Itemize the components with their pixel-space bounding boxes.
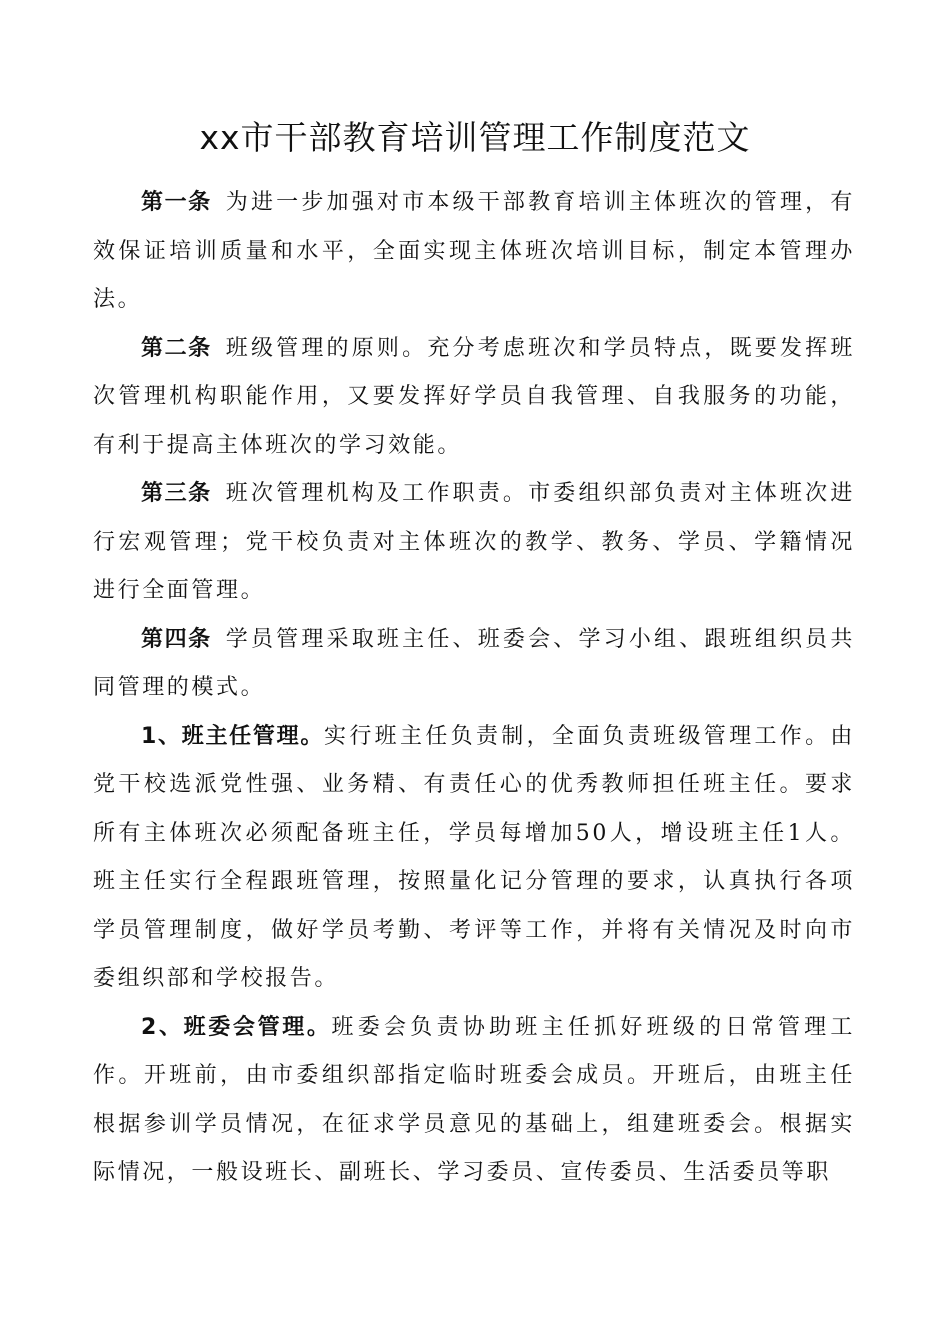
item-2-text: 班委会负责协助班主任抓好班级的日常管理工作。开班前，由市委组织部指定临时班委会成员。开班后，由班主任根据参训学员情况，在征求学员意见的基础上，组建班委会。根据实际情况，一般设班长、副班长、学习委员、宣传委员、生活委员等职: [93, 1014, 855, 1185]
item-1-text: 实行班主任负责制，全面负责班级管理工作。由党干校选派党性强、业务精、有责任心的优秀教师担任班主任。要求所有主体班次必须配备班主任，学员每增加50人，增设班主任1人。班主任实行全程跟班管理，按照量化记分管理的要求，认真执行各项学员管理制度，做好学员考勤、考评等工作，并将有关情况及时向市委组织部和学校报告。: [93, 723, 855, 991]
item-1-heading: 1、班主任管理。: [141, 723, 325, 749]
article-1-heading: 第一条: [141, 190, 212, 215]
article-2-heading: 第二条: [141, 335, 212, 361]
article-4-text: 学员管理采取班主任、班委会、学习小组、跟班组织员共同管理的模式。: [93, 626, 855, 700]
item-1-paragraph: [93, 713, 855, 1004]
article-3-text: 班次管理机构及工作职责。市委组织部负责对主体班次进行宏观管理；党干校负责对主体班次的教学、教务、学员、学籍情况进行全面管理。: [93, 481, 855, 603]
article-4-heading: 第四条: [141, 626, 212, 652]
article-1-text: 为进一步加强对市本级干部教育培训主体班次的管理，有效保证培训质量和水平，全面实现主体班次培训目标，制定本管理办法。: [93, 190, 855, 312]
article-2-text: 班级管理的原则。充分考虑班次和学员特点，既要发挥班次管理机构职能作用，又要发挥好学员自我管理、自我服务的功能，有利于提高主体班次的学习效能。: [93, 335, 855, 458]
document-body: [93, 179, 855, 1198]
item-2-paragraph: [93, 1004, 855, 1198]
article-3-paragraph: [93, 470, 855, 616]
document-title: xx市干部教育培训管理工作制度范文: [199, 118, 751, 157]
article-3-heading: 第三条: [141, 481, 212, 506]
article-4-paragraph: [93, 616, 855, 713]
article-1-paragraph: [93, 179, 855, 325]
item-2-heading: 2、班委会管理。: [141, 1014, 332, 1040]
article-2-paragraph: [93, 325, 855, 471]
